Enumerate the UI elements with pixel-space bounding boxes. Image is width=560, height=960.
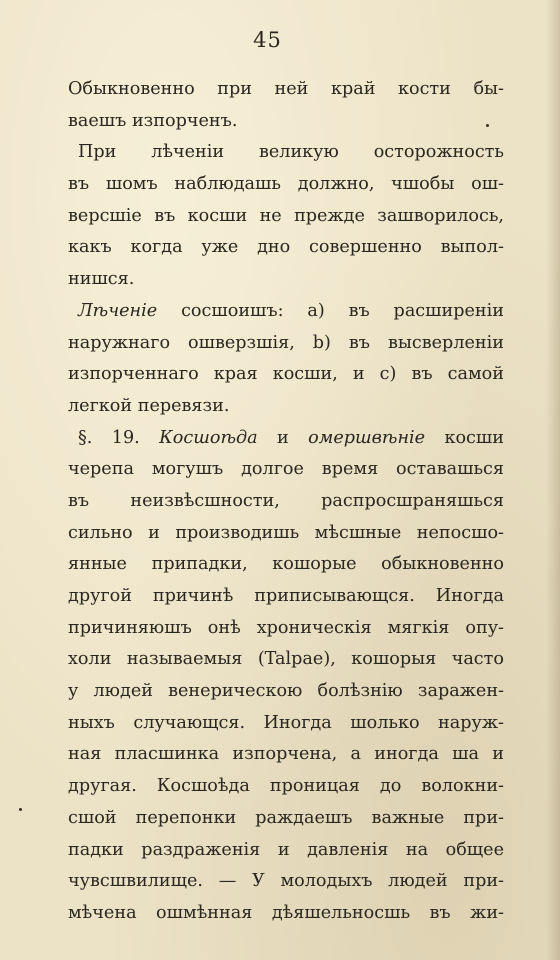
conjunction: и — [257, 427, 309, 448]
paper-speck — [19, 808, 22, 811]
text-line: въ неизвѣсшности, распросшраняшься — [68, 490, 504, 511]
text-line-with-term — [68, 296, 504, 328]
text-line: въ шомъ наблюдашь должно, чшобы ош- — [68, 174, 504, 195]
italic-term: Лѣченіе — [78, 300, 158, 321]
text-line: другой причинѣ приписывающся. Иногда — [68, 586, 504, 606]
text-line: причиняюшъ онѣ хроническія мягкія опу- — [68, 617, 504, 638]
line-rest: сосшоишъ: а) въ расширеніи — [157, 300, 504, 321]
text-line: наружнаго ошверзшія, b) въ высверленіи — [68, 332, 504, 353]
text-line: Обыкновенно при ней край кости бы- — [68, 79, 504, 99]
text-line: версшіе въ косши не прежде зашворилось, — [68, 205, 504, 226]
body-text — [68, 74, 504, 930]
text-line: изпорченнаго края косши, и с) въ самой — [68, 364, 504, 385]
text-line: нишся. — [68, 269, 135, 290]
italic-term: омершвѣніе — [308, 427, 426, 448]
page-edge-shadow — [546, 0, 560, 960]
section-heading-line — [68, 423, 504, 455]
text-line: ваешъ изпорченъ. — [68, 110, 238, 131]
paper-speck — [486, 124, 489, 127]
text-line: При лѣченіи великую осторожность — [78, 142, 504, 163]
text-line: падки раздраженія и давленія на общее — [68, 839, 504, 860]
text-line: черепа могушъ долгое время оставашься — [68, 459, 504, 480]
text-line: янные припадки, кошорые обыкновенно — [68, 554, 504, 575]
text-line: у людей венерическою болѣзнію заражен- — [68, 681, 504, 702]
italic-term: Косшоѣда — [159, 427, 258, 448]
text-line: холи называемыя (Talpae), кошорыя часто — [68, 649, 504, 670]
text-line: какъ когда уже дно совершенно выпол- — [68, 237, 504, 258]
text-line: ныхъ случающся. Иногда шолько наруж- — [68, 712, 504, 733]
text-line: легкой перевязи. — [68, 395, 230, 416]
text-line: сшой перепонки раждаешъ важные при- — [68, 807, 504, 828]
text-line: сильно и производишь мѣсшные непосшо- — [68, 522, 504, 543]
line-rest: косши — [425, 427, 504, 448]
text-line: ная пласшинка изпорчена, а иногда ша и — [68, 744, 504, 765]
text-line: другая. Косшоѣда проницая до волокни- — [68, 776, 504, 797]
page-number: 45 — [253, 28, 282, 52]
text-line: чувсшвилище. — У молодыхъ людей при- — [68, 871, 504, 892]
text-line: мѣчена ошмѣнная дѣяшельносшь въ жи- — [68, 902, 504, 923]
section-number: §. 19. — [78, 427, 160, 448]
